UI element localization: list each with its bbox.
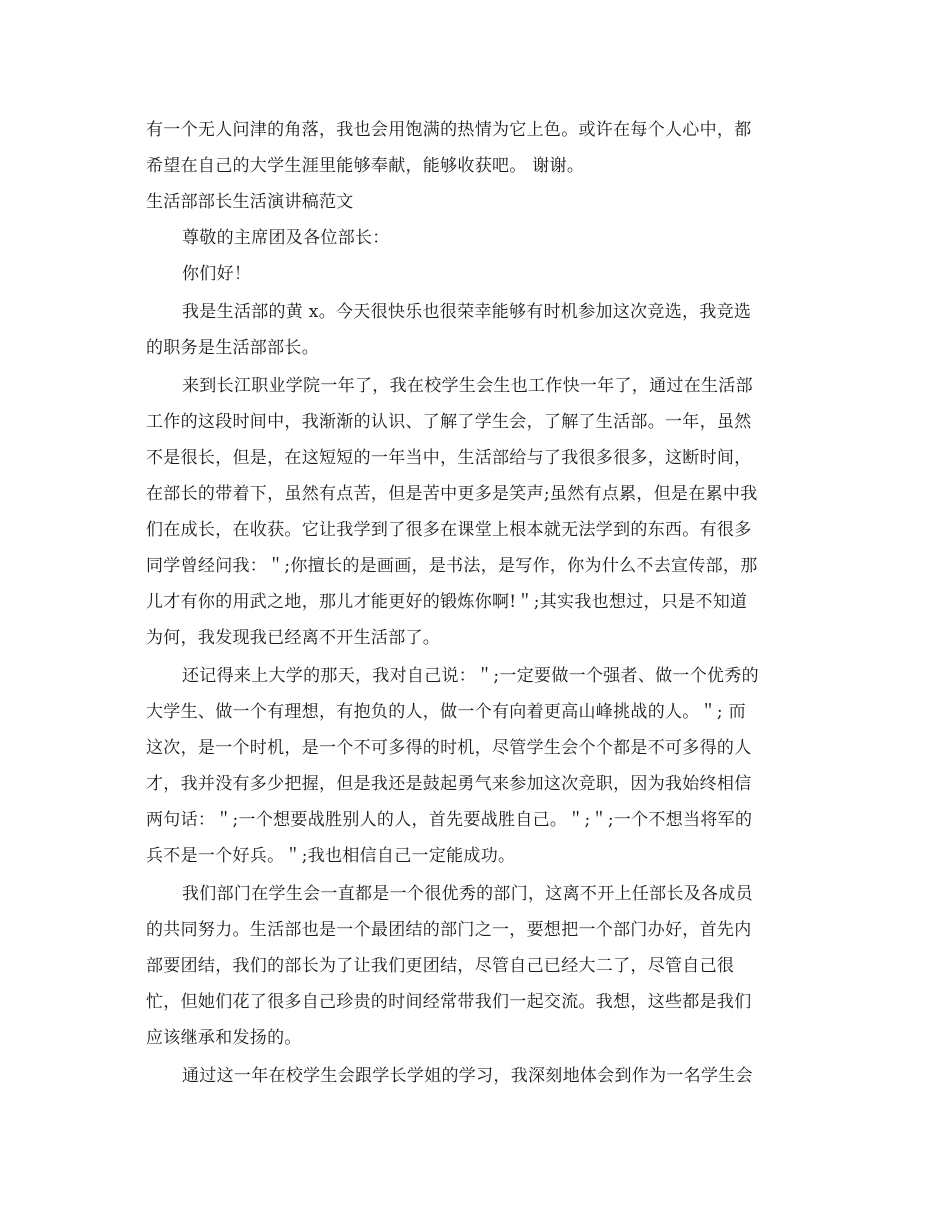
- text-line: 为何，我发现我已经离不开生活部了。: [146, 628, 441, 648]
- text-line: 儿才有你的用武之地，那儿才能更好的锻炼你啊!＂;其实我也想过，只是不知道: [146, 592, 748, 612]
- text-line: 部要团结，我们的部长为了让我们更团结，尽管自己已经大二了，尽管自己很: [146, 956, 735, 976]
- text-line: 通过这一年在校学生会跟学长学姐的学习，我深刻地体会到作为一名学生会: [182, 1066, 753, 1086]
- text-line: 来到长江职业学院一年了，我在校学生会生也工作快一年了，通过在生活部: [182, 376, 753, 396]
- text-line: 才，我并没有多少把握，但是我还是鼓起勇气来参加这次竞职，因为我始终相信: [146, 774, 752, 794]
- text-line: 工作的这段时间中，我渐渐的认识、了解了学生会，了解了生活部。一年，虽然: [146, 412, 752, 432]
- text-line: 在部长的带着下，虽然有点苦，但是苦中更多是笑声;虽然有点累，但是在累中我: [146, 484, 758, 504]
- text-line: 兵不是一个好兵。＂;我也相信自己一定能成功。: [146, 846, 516, 866]
- text-line: 两句话：＂;一个想要战胜别人的人，首先要战胜自己。＂;＂;一个不想当将军的: [146, 810, 753, 830]
- text-line: 同学曾经问我：＂;你擅长的是画画，是书法，是写作，你为什么不去宣传部，那: [146, 556, 758, 576]
- text-line: 希望在自己的大学生涯里能够奉献，能够收获吧。 谢谢。: [146, 156, 585, 176]
- text-line: 不是很长，但是，在这短短的一年当中，生活部给与了我很多很多，这断时间，: [146, 448, 752, 468]
- text-line: 大学生、做一个有理想，有抱负的人，做一个有向着更高山峰挑战的人。＂; 而: [146, 702, 746, 722]
- greeting: 你们好！: [182, 264, 252, 284]
- text-line: 们在成长，在收获。它让我学到了很多在课堂上根本就无法学到的东西。有很多: [146, 520, 752, 540]
- text-line: 忙，但她们花了很多自己珍贵的时间经常带我们一起交流。我想，这些都是我们: [146, 992, 752, 1012]
- salutation: 尊敬的主席团及各位部长：: [182, 228, 390, 248]
- text-line: 我们部门在学生会一直都是一个很优秀的部门，这离不开上任部长及各成员: [182, 884, 753, 904]
- section-title: 生活部部长生活演讲稿范文: [146, 192, 354, 212]
- text-line: 有一个无人问津的角落，我也会用饱满的热情为它上色。或许在每个人心中，都: [146, 120, 752, 140]
- text-line: 的共同努力。生活部也是一个最团结的部门之一，要想把一个部门办好，首先内: [146, 920, 752, 940]
- text-line: 的职务是生活部部长。: [146, 338, 319, 358]
- text-line: 应该继承和发扬的。: [146, 1028, 302, 1048]
- text-line: 这次，是一个时机，是一个不可多得的时机，尽管学生会个个都是不可多得的人: [146, 738, 752, 758]
- text-line: 我是生活部的黄 x。今天很快乐也很荣幸能够有时机参加这次竞选，我竞选: [182, 302, 752, 322]
- text-line: 还记得来上大学的那天，我对自己说：＂;一定要做一个强者、做一个优秀的: [182, 666, 759, 686]
